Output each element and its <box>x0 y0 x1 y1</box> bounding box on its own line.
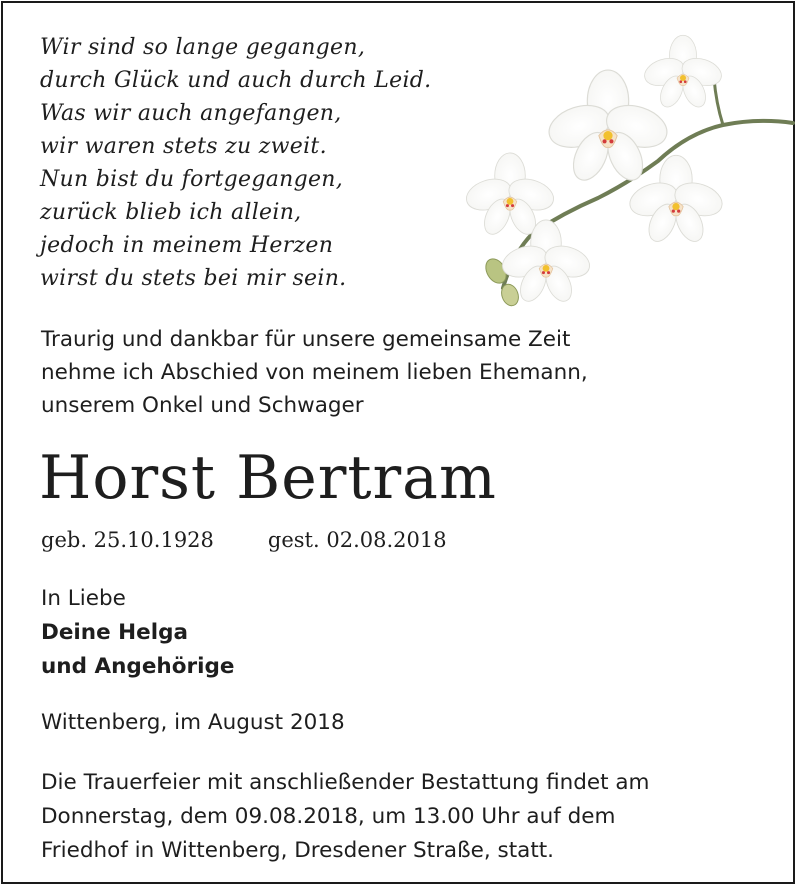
obituary-frame <box>1 1 795 884</box>
white-orchid-image <box>458 23 798 318</box>
poem-line: Nun bist du fortgegangen, <box>40 167 344 192</box>
intro-line: Traurig und dankbar für unsere gemeinsame Zeit <box>41 327 571 352</box>
poem <box>40 31 431 295</box>
signoff-relatives: und Angehörige <box>41 654 235 679</box>
poem-line: Was wir auch angefangen, <box>40 101 342 126</box>
funeral-line: Die Trauerfeier mit anschließender Bestattung findet am <box>41 770 650 795</box>
deceased-name: Horst Bertram <box>39 443 497 513</box>
life-dates <box>41 525 447 555</box>
birth-date: geb. 25.10.1928 <box>41 528 214 552</box>
poem-line: Wir sind so lange gegangen, <box>40 35 366 60</box>
poem-line: zurück blieb ich allein, <box>40 200 302 225</box>
intro-line: unserem Onkel und Schwager <box>41 393 364 418</box>
death-date: gest. 02.08.2018 <box>267 528 447 552</box>
funeral-notice <box>41 766 650 868</box>
intro-text <box>41 323 588 422</box>
poem-line: durch Glück und auch durch Leid. <box>40 68 432 93</box>
signoff <box>41 582 234 684</box>
funeral-line: Friedhof in Wittenberg, Dresdener Straße, statt. <box>41 838 555 863</box>
place-date: Wittenberg, im August 2018 <box>41 710 345 735</box>
funeral-line: Donnerstag, dem 09.08.2018, um 13.00 Uhr auf dem <box>41 804 616 829</box>
poem-line: wir waren stets zu zweit. <box>40 134 327 159</box>
signoff-name: Deine Helga <box>41 620 189 645</box>
signoff-intro: In Liebe <box>41 586 126 611</box>
intro-line: nehme ich Abschied von meinem lieben Ehemann, <box>41 360 588 385</box>
poem-line: jedoch in meinem Herzen <box>40 233 334 258</box>
poem-line: wirst du stets bei mir sein. <box>40 266 347 291</box>
